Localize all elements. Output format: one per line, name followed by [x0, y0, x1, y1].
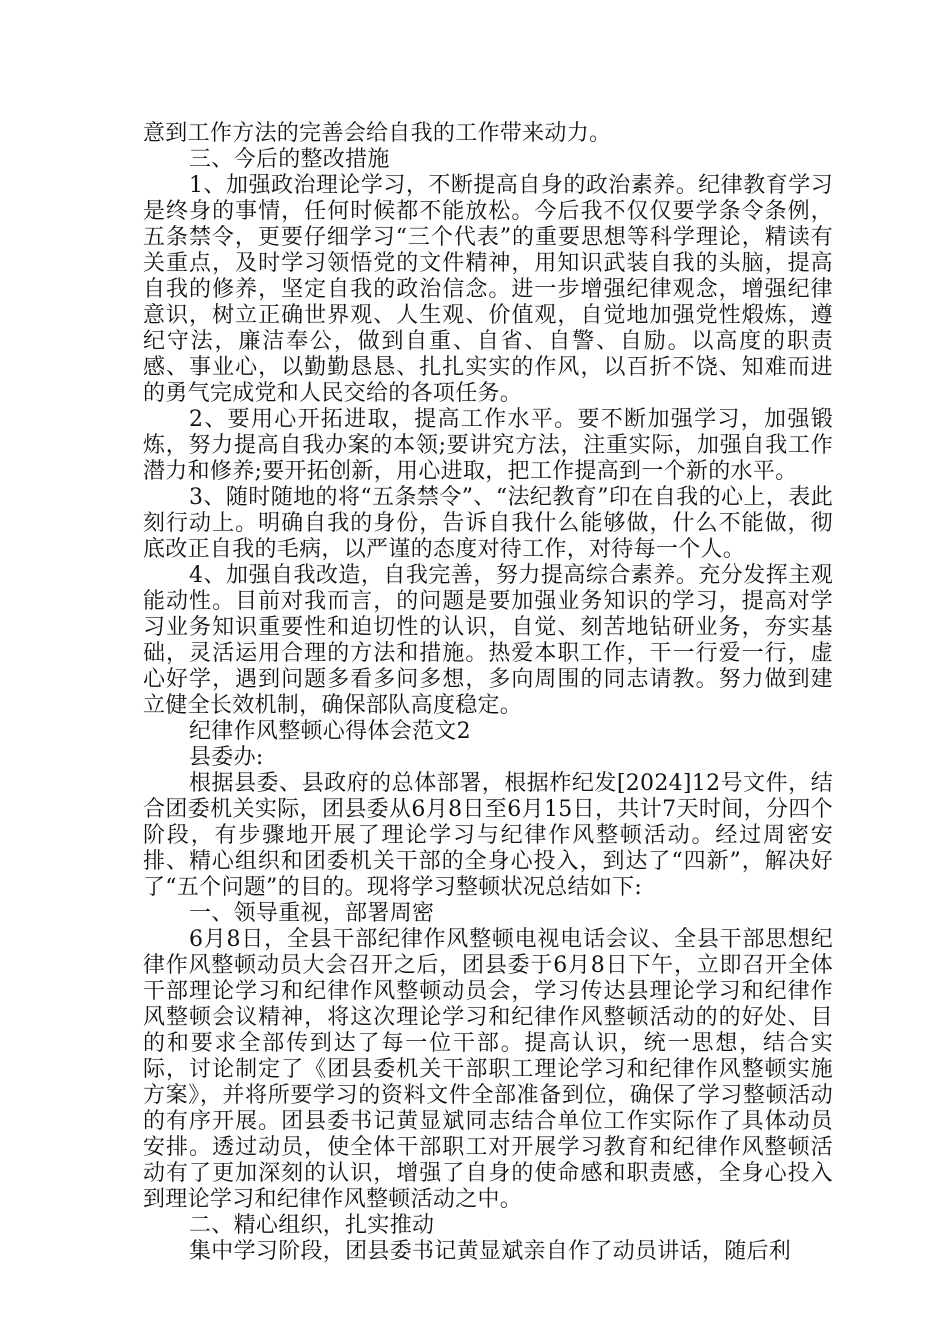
document-body — [143, 121, 833, 1265]
essay-title-2: 纪律作风整顿心得体会范文2 — [189, 719, 471, 744]
paragraph-section-1: 6月8日，全县干部纪律作风整顿电视电话会议、全县干部思想纪律作风整顿动员大会召开之后，团县委于6月8日下午，立即召开全体干部理论学习和纪律作风整顿动员会，学习传达县理论学习和纪律作风整顿会议精神，将这次理论学习和纪律作风整顿活动的的好处、目的和要求全部传到达了每一位干部。提高认识，统一思想，结合实际，讨论制定了《团县委机关干部职工理论学习和纪律作风整顿实施方案》，并将所要学习的资料文件全部准备到位，确保了学习整顿活动的有序开展。团县委书记黄显斌同志结合单位工作实际作了具体动员安排。透过动员，使全体干部职工对开展学习教育和纪律作风整顿活动有了更加深刻的认识，增强了自身的使命感和职责感，全身心投入到理论学习和纪律作风整顿活动之中。 — [143, 927, 833, 1212]
paragraph-section-2: 集中学习阶段，团县委书记黄显斌亲自作了动员讲话，随后利 — [189, 1239, 792, 1264]
paragraph-item-1: 1、加强政治理论学习，不断提高自身的政治素养。纪律教育学习是终身的事情，任何时候都不能放松。今后我不仅仅要学条令条例，五条禁令，更要仔细学习“三个代表”的重要思想等科学理论，精读有关重点，及时学习领悟党的文件精神，用知识武装自我的头脑，提高自我的修养，坚定自我的政治信念。进一步增强纪律观念，增强纪律意识，树立正确世界观、人生观、价值观，自觉地加强党性煅炼，遵纪守法，廉洁奉公，做到自重、自省、自警、自励。以高度的职责感、事业心，以勤勤恳恳、扎扎实实的作风，以百折不饶、知难而进的勇气完成党和人民交给的各项任务。 — [143, 173, 833, 406]
paragraph-continuation: 意到工作方法的完善会给自我的工作带来动力。 — [143, 121, 612, 146]
paragraph-item-3: 3、随时随地的将“五条禁令”、“法纪教育”印在自我的心上，表此刻行动上。明确自我的身份，告诉自我什么能够做，什么不能做，彻底改正自我的毛病，以严谨的态度对待工作，对待每一个人。 — [143, 485, 833, 562]
paragraph-item-4: 4、加强自我改造，自我完善，努力提高综合素养。充分发挥主观能动性。目前对我而言，的问题是要加强业务知识的学习，提高对学习业务知识重要性和迫切性的认识，自觉、刻苦地钻研业务，夯实基础，灵活运用合理的方法和措施。热爱本职工作，干一行爱一行，虚心好学，遇到问题多看多问多想，多向周围的同志请教。努力做到建立健全长效机制，确保部队高度稳定。 — [143, 563, 833, 718]
section-heading-2: 二、精心组织，扎实推动 — [189, 1213, 435, 1238]
recipient-line: 县委办: — [189, 745, 264, 770]
section-heading-3: 三、今后的整改措施 — [189, 147, 390, 172]
paragraph-item-2: 2、要用心开拓进取，提高工作水平。要不断加强学习，加强锻炼，努力提高自我办案的本领;要讲究方法，注重实际，加强自我工作潜力和修养;要开拓创新，用心进取，把工作提高到一个新的水平。 — [143, 407, 833, 484]
section-heading-1: 一、领导重视，部署周密 — [189, 901, 435, 926]
paragraph-intro: 根据县委、县政府的总体部署，根据柞纪发[2024]12号文件，结合团委机关实际，团县委从6月8日至6月15日，共计7天时间，分四个阶段，有步骤地开展了理论学习与纪律作风整顿活动。经过周密安排、精心组织和团委机关干部的全身心投入，到达了“四新”，解决好了“五个问题”的目的。现将学习整顿状况总结如下: — [143, 771, 833, 900]
